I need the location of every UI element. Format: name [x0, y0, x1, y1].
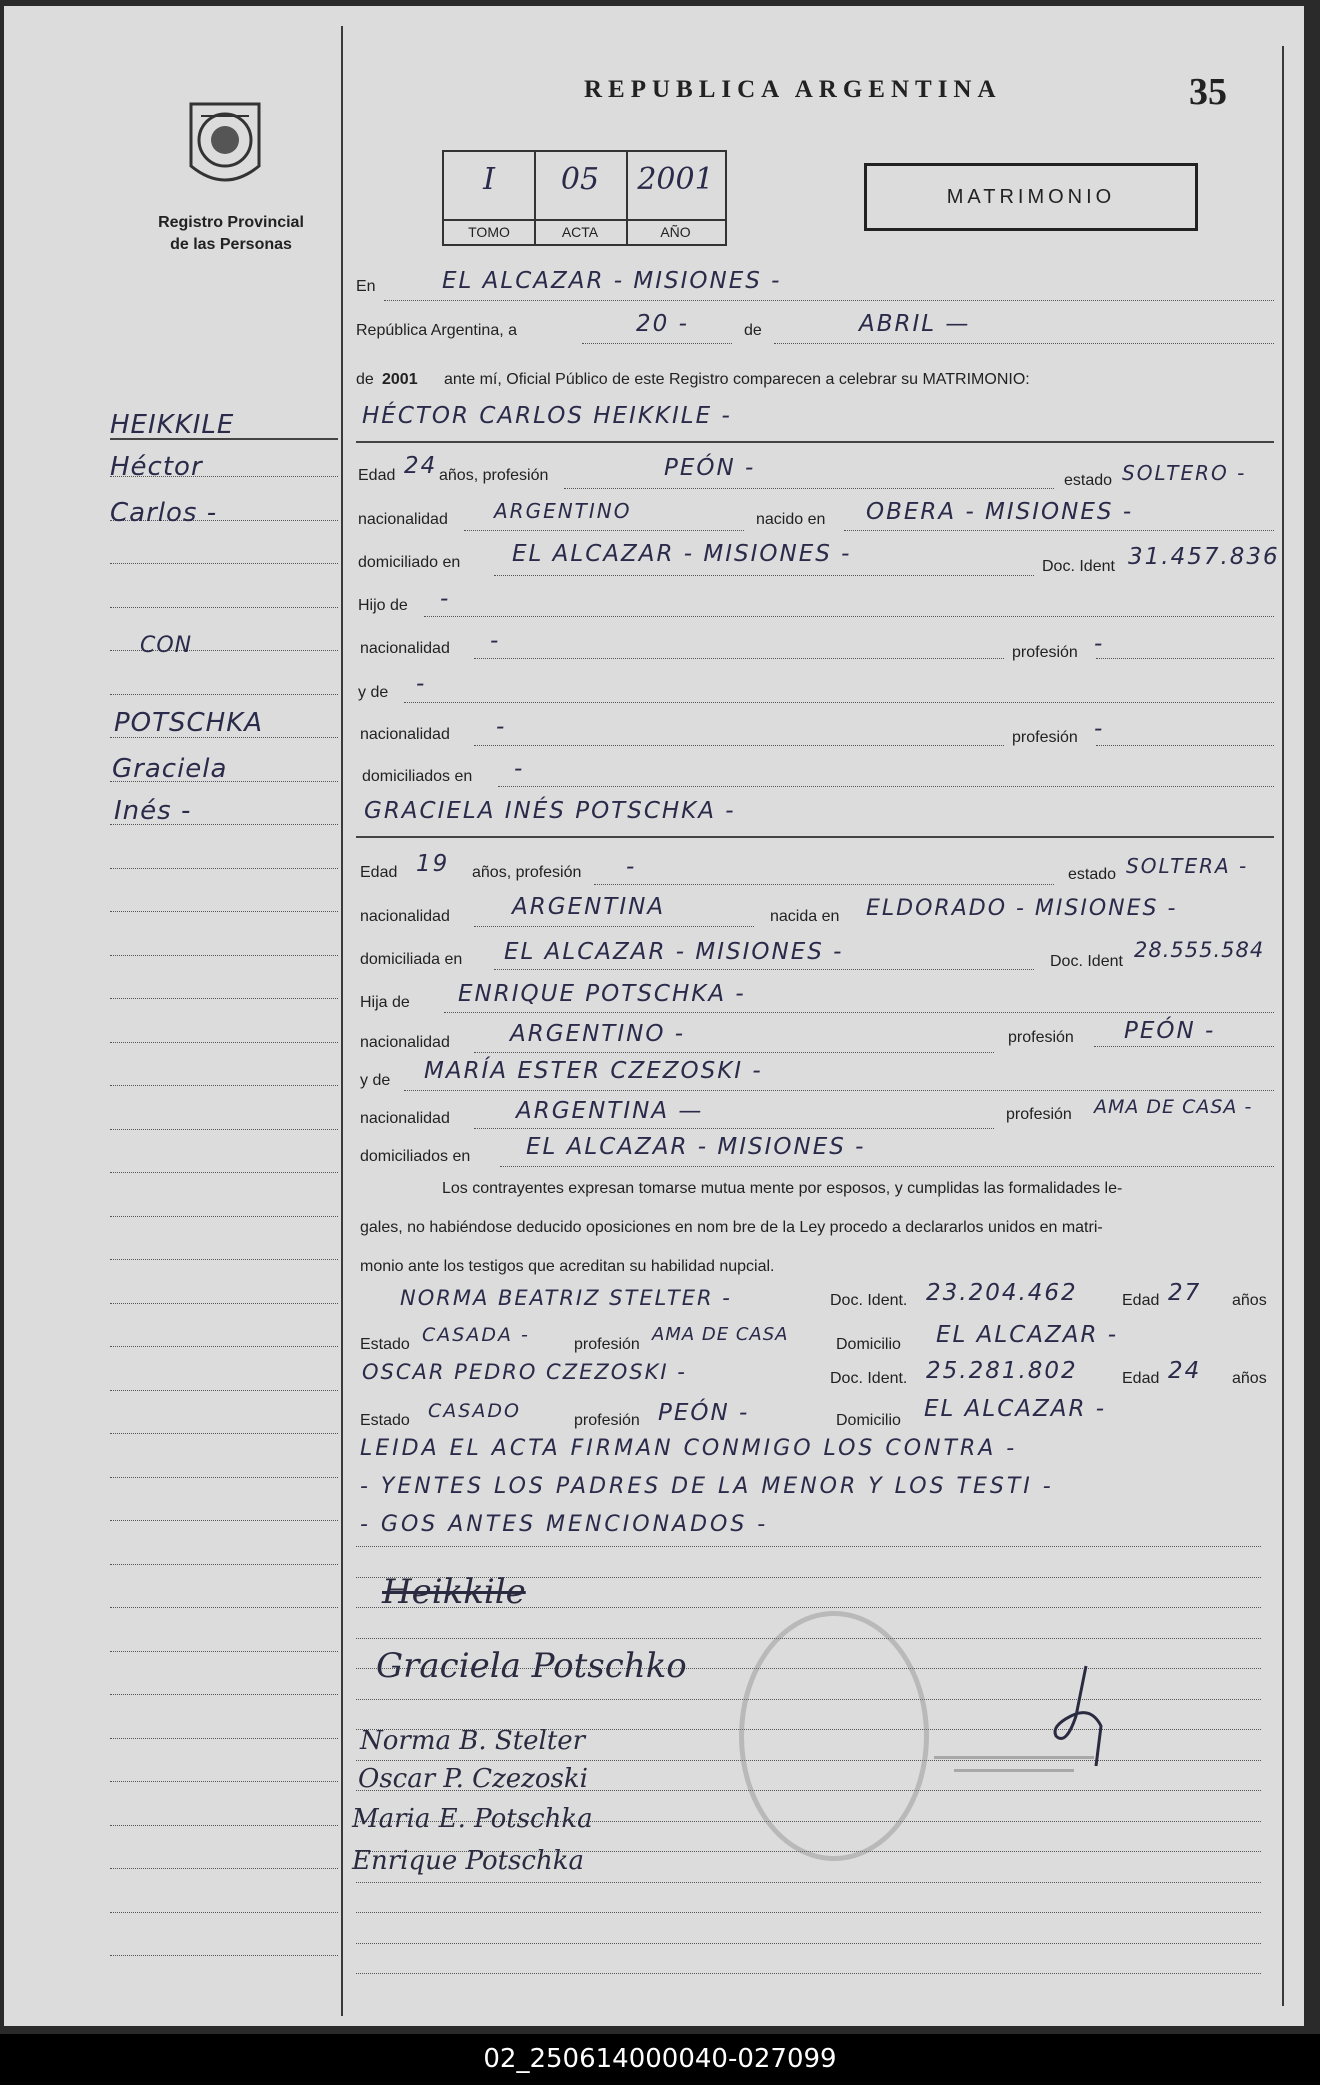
- witness2-profession: PEÓN -: [658, 1400, 750, 1426]
- de-label: de: [744, 322, 762, 339]
- dotted-line: [774, 343, 1274, 344]
- margin-ruled-line: [110, 1042, 338, 1043]
- margin-ruled-line: [110, 1564, 338, 1565]
- declaration-line-3: monio ante los testigos que acreditan su habilidad nupcial.: [360, 1258, 775, 1275]
- signature-mother: Maria E. Potschka: [352, 1804, 593, 1834]
- dotted-line: [594, 884, 1054, 885]
- year-prefix: de: [356, 371, 374, 388]
- y-de-label: y de: [360, 1072, 391, 1089]
- dotted-line: [474, 1128, 994, 1129]
- right-border: [1282, 46, 1284, 2006]
- domicilio-label: Domicilio: [836, 1412, 901, 1429]
- witness1-doc-number: 23.204.462: [926, 1280, 1078, 1306]
- signature-wife: Graciela Potschko: [376, 1646, 687, 1686]
- edad-label: Edad: [1122, 1292, 1160, 1309]
- hijo-label: Hijo de: [358, 597, 408, 614]
- anos-profesion-label: años, profesión: [439, 467, 549, 484]
- margin-ruled-line: [110, 1694, 338, 1695]
- dotted-line: [424, 616, 1274, 617]
- wife-nationality: ARGENTINA: [512, 894, 666, 920]
- anos-label: años: [1232, 1292, 1267, 1309]
- dotted-line: [464, 530, 744, 531]
- nacida-label: nacida en: [770, 908, 840, 925]
- witness1-civil-status: CASADA -: [422, 1324, 530, 1346]
- husband-father: -: [440, 586, 451, 612]
- wife-father-profession: PEÓN -: [1124, 1018, 1216, 1044]
- profesion-label: profesión: [574, 1412, 640, 1429]
- certificate-page: [4, 6, 1304, 2026]
- dotted-line: [474, 658, 1004, 659]
- estado-label: estado: [1068, 866, 1117, 883]
- margin-divider: [341, 26, 343, 2016]
- margin-ruled-line: [110, 607, 338, 608]
- ano-cell: [626, 152, 725, 244]
- estado-label: Estado: [360, 1412, 410, 1429]
- witness2-age: 24: [1168, 1358, 1202, 1384]
- nacionalidad-label: nacionalidad: [360, 726, 450, 743]
- margin-ruled-line: [110, 868, 338, 869]
- margin-ruled-line: [110, 1433, 338, 1434]
- profesion-label: profesión: [1012, 644, 1078, 661]
- closing-line-2: - YENTES LOS PADRES DE LA MENOR Y LOS TESTI -: [360, 1474, 1054, 1499]
- husband-nationality: ARGENTINO: [494, 499, 632, 523]
- wife-parents-address: EL ALCAZAR - MISIONES -: [526, 1134, 866, 1160]
- doc-ident-label: Doc. Ident.: [830, 1292, 908, 1309]
- margin-ruled-line: [110, 1607, 338, 1608]
- dotted-line: [474, 745, 1004, 746]
- tomo-cell: [444, 152, 536, 244]
- margin-ruled-line: [110, 1825, 338, 1826]
- margin-ruled-line: [110, 1346, 338, 1347]
- margin-ruled-line: [110, 911, 338, 912]
- appear-text: ante mí, Oficial Público de este Registro comparecen a celebrar su MATRIMONIO:: [444, 371, 1030, 388]
- domiciliados-label: domiciliados en: [360, 1148, 471, 1165]
- wife-mother-nationality: ARGENTINA —: [516, 1098, 704, 1124]
- signature-ruled-line: [356, 1882, 1261, 1883]
- margin-ruled-line: [110, 563, 338, 564]
- dotted-line: [844, 530, 1274, 531]
- margin-ruled-line: [110, 1738, 338, 1739]
- signature-ruled-line: [356, 1546, 1261, 1547]
- org-line-1: Registro Provincial: [158, 214, 304, 231]
- section-divider: [356, 836, 1274, 838]
- husband-profession: PEÓN -: [664, 455, 756, 481]
- org-line-2: de las Personas: [170, 236, 292, 253]
- acta-cell: [534, 152, 628, 244]
- signature-witness1: Norma B. Stelter: [360, 1726, 586, 1756]
- footer-code: 02_250614000040-027099: [0, 2034, 1320, 2085]
- profesion-label: profesión: [1006, 1106, 1072, 1123]
- document-type: MATRIMONIO: [864, 163, 1198, 231]
- signature-husband: Heikkile: [382, 1572, 526, 1612]
- profesion-label: profesión: [1008, 1029, 1074, 1046]
- ano-label: AÑO: [626, 219, 725, 240]
- husband-full-name: HÉCTOR CARLOS HEIKKILE -: [362, 403, 732, 429]
- margin-ruled-line: [110, 1085, 338, 1086]
- nacionalidad-label: nacionalidad: [360, 908, 450, 925]
- signature-ruled-line: [356, 1973, 1261, 1974]
- hija-label: Hija de: [360, 994, 410, 1011]
- dotted-line: [1096, 745, 1274, 746]
- margin-ruled-line: [110, 1216, 338, 1217]
- wife-age: 19: [416, 851, 450, 877]
- margin-connector: CON: [140, 633, 193, 658]
- domicilio-label: Domicilio: [836, 1336, 901, 1353]
- signature-father: Enrique Potschka: [352, 1846, 584, 1876]
- wife-father: ENRIQUE POTSCHKA -: [458, 981, 746, 1007]
- dotted-line: [474, 926, 754, 927]
- acta-value: 05: [560, 162, 600, 197]
- margin-ruled-line: [110, 1520, 338, 1521]
- estado-label: estado: [1064, 472, 1113, 489]
- witness1-profession: AMA DE CASA: [652, 1324, 789, 1345]
- dotted-line: [404, 702, 1274, 703]
- republic-label: República Argentina, a: [356, 322, 517, 339]
- margin-husband-first: Héctor: [110, 452, 203, 482]
- registry-box: [442, 150, 727, 246]
- witness1-name: NORMA BEATRIZ STELTER -: [400, 1286, 732, 1310]
- wife-birthplace: ELDORADO - MISIONES -: [866, 896, 1178, 921]
- tomo-value: I: [483, 162, 495, 197]
- husband-parents-address: -: [514, 756, 525, 782]
- dotted-line: [444, 1012, 1274, 1013]
- margin-ruled-line: [110, 1129, 338, 1130]
- doc-ident-label: Doc. Ident: [1050, 953, 1123, 970]
- witness2-civil-status: CASADO: [428, 1400, 521, 1422]
- ceremony-month: ABRIL —: [859, 311, 971, 337]
- anos-label: años: [1232, 1370, 1267, 1387]
- doc-ident-label: Doc. Ident: [1042, 558, 1115, 575]
- edad-label: Edad: [360, 864, 398, 881]
- margin-wife-first: Graciela: [112, 754, 228, 784]
- margin-wife-surname: POTSCHKA: [114, 708, 264, 738]
- margin-ruled-line: [110, 1390, 338, 1391]
- country-title: REPUBLICA ARGENTINA: [584, 76, 1002, 103]
- wife-mother: MARÍA ESTER CZEZOSKI -: [424, 1058, 763, 1084]
- husband-age: 24: [404, 453, 438, 479]
- provincial-seal-icon: [181, 96, 269, 196]
- witness2-doc-number: 25.281.802: [926, 1358, 1078, 1384]
- domiciliada-label: domiciliada en: [360, 951, 463, 968]
- dotted-line: [582, 343, 732, 344]
- closing-line-3: - GOS ANTES MENCIONADOS -: [360, 1512, 769, 1537]
- dotted-line: [500, 1166, 1274, 1167]
- domiciliados-label: domiciliados en: [362, 768, 473, 785]
- signature-ruled-line: [356, 1912, 1261, 1913]
- husband-mother: -: [416, 671, 427, 697]
- ceremony-place: EL ALCAZAR - MISIONES -: [442, 268, 782, 294]
- margin-ruled-line: [110, 1477, 338, 1478]
- estado-label: Estado: [360, 1336, 410, 1353]
- dotted-line: [384, 300, 1274, 301]
- official-stamp-icon: [739, 1611, 929, 1861]
- margin-ruled-line: [110, 694, 338, 695]
- ceremony-year: 2001: [382, 371, 418, 388]
- margin-wife-second: Inés -: [114, 796, 192, 826]
- declaration-line-2: gales, no habiéndose deducido oposiciones en nom bre de la Ley procedo a declararlos unidos en matri-: [360, 1219, 1103, 1236]
- margin-ruled-line: [110, 1868, 338, 1869]
- ano-value: 2001: [637, 162, 714, 197]
- signature-ruled-line: [356, 1943, 1261, 1944]
- declaration-paragraph: [360, 1169, 1276, 1286]
- margin-husband-surname: HEIKKILE: [110, 410, 235, 440]
- doc-ident-label: Doc. Ident.: [830, 1370, 908, 1387]
- dotted-line: [494, 969, 1034, 970]
- closing-line-1: LEIDA EL ACTA FIRMAN CONMIGO LOS CONTRA -: [360, 1436, 1018, 1461]
- organization-name: [136, 212, 326, 256]
- margin-ruled-line: [110, 1172, 338, 1173]
- en-label: En: [356, 278, 376, 295]
- tomo-label: TOMO: [444, 219, 534, 240]
- dotted-line: [494, 575, 1034, 576]
- wife-profession: -: [626, 854, 637, 880]
- nacionalidad-label: nacionalidad: [360, 1034, 450, 1051]
- margin-ruled-line: [110, 1781, 338, 1782]
- wife-full-name: GRACIELA INÉS POTSCHKA -: [364, 798, 736, 824]
- dotted-line: [474, 1052, 994, 1053]
- profesion-label: profesión: [574, 1336, 640, 1353]
- edad-label: Edad: [358, 467, 396, 484]
- declaration-line-1: Los contrayentes expresan tomarse mutua mente por esposos, y cumplidas las formalidades le-: [442, 1180, 1123, 1197]
- signature-witness2: Oscar P. Czezoski: [358, 1764, 588, 1794]
- margin-husband-second: Carlos -: [110, 498, 218, 528]
- wife-doc-number: 28.555.584: [1134, 938, 1265, 962]
- section-divider: [356, 441, 1274, 443]
- official-signature-icon: [1046, 1656, 1116, 1776]
- ceremony-day: 20 -: [636, 311, 689, 337]
- profesion-label: profesión: [1012, 729, 1078, 746]
- witness1-address: EL ALCAZAR -: [936, 1322, 1119, 1348]
- margin-ruled-line: [110, 1303, 338, 1304]
- husband-father-profession: -: [1094, 631, 1105, 657]
- wife-father-nationality: ARGENTINO -: [510, 1021, 686, 1047]
- nacido-label: nacido en: [756, 511, 826, 528]
- nacionalidad-label: nacionalidad: [360, 1110, 450, 1127]
- husband-mother-profession: -: [1094, 716, 1105, 742]
- domiciliado-label: domiciliado en: [358, 554, 461, 571]
- wife-civil-status: SOLTERA -: [1126, 854, 1249, 878]
- margin-ruled-line: [110, 1259, 338, 1260]
- page-number: 35: [1189, 71, 1227, 113]
- margin-ruled-line: [110, 1912, 338, 1913]
- husband-father-nationality: -: [490, 628, 501, 654]
- acta-label: ACTA: [534, 219, 626, 240]
- husband-birthplace: OBERA - MISIONES -: [866, 499, 1134, 525]
- margin-ruled-line: [110, 1955, 338, 1956]
- margin-ruled-line: [110, 1651, 338, 1652]
- nacionalidad-label: nacionalidad: [358, 511, 448, 528]
- dotted-line: [404, 1090, 1274, 1091]
- dotted-line: [1096, 658, 1274, 659]
- husband-address: EL ALCAZAR - MISIONES -: [512, 541, 852, 567]
- witness1-age: 27: [1168, 1280, 1202, 1306]
- nacionalidad-label: nacionalidad: [360, 640, 450, 657]
- margin-ruled-line: [110, 998, 338, 999]
- witness2-name: OSCAR PEDRO CZEZOSKI -: [362, 1360, 687, 1384]
- anos-profesion-label: años, profesión: [472, 864, 582, 881]
- edad-label: Edad: [1122, 1370, 1160, 1387]
- dotted-line: [1094, 1046, 1274, 1047]
- y-de-label: y de: [358, 684, 389, 701]
- husband-mother-nationality: -: [496, 714, 507, 740]
- husband-doc-number: 31.457.836: [1128, 544, 1280, 570]
- witness2-address: EL ALCAZAR -: [924, 1396, 1107, 1422]
- husband-civil-status: SOLTERO -: [1122, 461, 1247, 485]
- wife-mother-profession: AMA DE CASA -: [1094, 1096, 1253, 1118]
- margin-ruled-line: [110, 955, 338, 956]
- dotted-line: [498, 786, 1274, 787]
- wife-address: EL ALCAZAR - MISIONES -: [504, 939, 844, 965]
- dotted-line: [564, 488, 1054, 489]
